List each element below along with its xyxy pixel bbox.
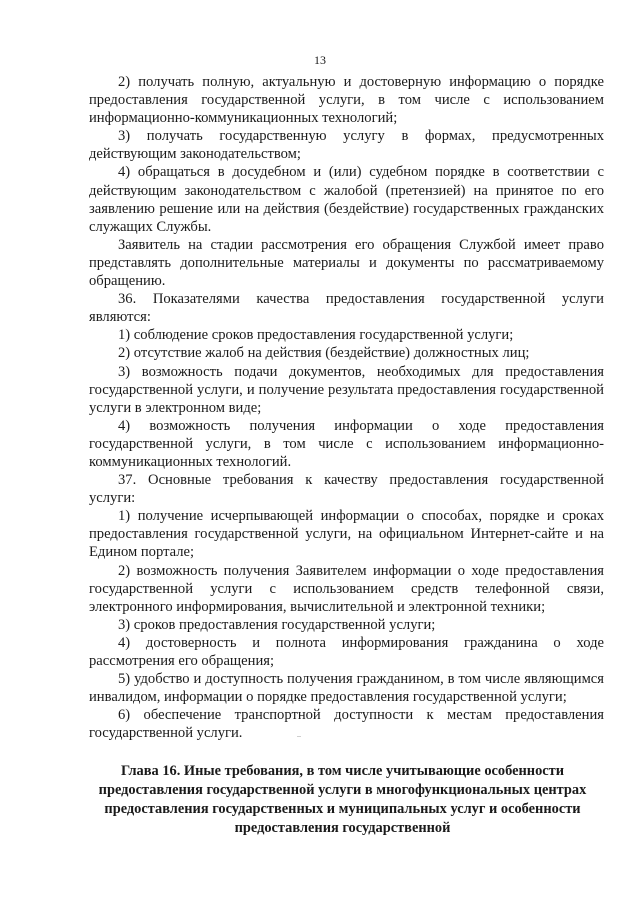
paragraph-right-4: 4) обращаться в досудебном и (или) судебном порядке в соответствии с действующим законодательством с жалобой (претензией) на принятое по его заявлению решение или на действия (бездействие) государственных гражданских служащих Службы. <box>89 164 604 235</box>
chapter-heading: Глава 16. Иные требования, в том числе учитывающие особенности предоставления государственной услуги в многофункциональных центрах предоставления государственных и муниципальных услуг и особенности предоставления государственной <box>98 763 587 837</box>
paragraph-37-1: 1) получение исчерпывающей информации о способах, порядке и сроках предоставления государственной услуги, на официальном Интернет-сайте и на Едином портале; <box>89 508 604 561</box>
paragraph-37-2: 2) возможность получения Заявителем информации о ходе предоставления государственной услуги с использованием средств телефонной связи, электронного информирования, вычислительной и электронной техники; <box>89 562 604 615</box>
paragraph-applicant-materials: Заявитель на стадии рассмотрения его обращения Службой имеет право представлять дополнительные материалы и документы по рассматриваемому обращению. <box>89 236 604 290</box>
paragraph-37-4: 4) достоверность и полнота информирования гражданина о ходе рассмотрения его обращения; <box>89 634 604 669</box>
paragraph-36-2: 2) отсутствие жалоб на действия (бездействие) должностных лиц; <box>118 345 530 362</box>
scan-mark <box>297 736 301 737</box>
paragraph-36-3: 3) возможность подачи документов, необходимых для предоставления государственной услуги, и получение результата предоставления государственной услуги в электронном виде; <box>89 363 604 416</box>
paragraph-item-37: 37. Основные требования к качеству предоставления государственной услуги: <box>89 472 604 507</box>
paragraph-right-3: 3) получать государственную услугу в формах, предусмотренных действующим законодательством; <box>89 128 604 163</box>
document-body <box>89 73 604 838</box>
paragraph-37-3: 3) сроков предоставления государственной услуги; <box>118 616 436 633</box>
paragraph-36-1: 1) соблюдение сроков предоставления государственной услуги; <box>118 327 514 344</box>
paragraph-right-2: 2) получать полную, актуальную и достоверную информацию о порядке предоставления государственной услуги, в том числе с использованием информационно-коммуникационных технологий; <box>89 74 604 127</box>
paragraph-36-4: 4) возможность получения информации о ходе предоставления государственной услуги, в том числе с использованием информационно-коммуникационных технологий. <box>89 417 604 470</box>
paragraph-item-36: 36. Показателями качества предоставления государственной услуги являются: <box>89 291 604 326</box>
paragraph-37-6: 6) обеспечение транспортной доступности к местам предоставления государственной услуги. <box>89 707 604 742</box>
paragraph-37-5: 5) удобство и доступность получения гражданином, в том числе являющимся инвалидом, информации о порядке предоставления государственной услуги; <box>89 671 604 706</box>
page-number: 13 <box>314 53 326 67</box>
